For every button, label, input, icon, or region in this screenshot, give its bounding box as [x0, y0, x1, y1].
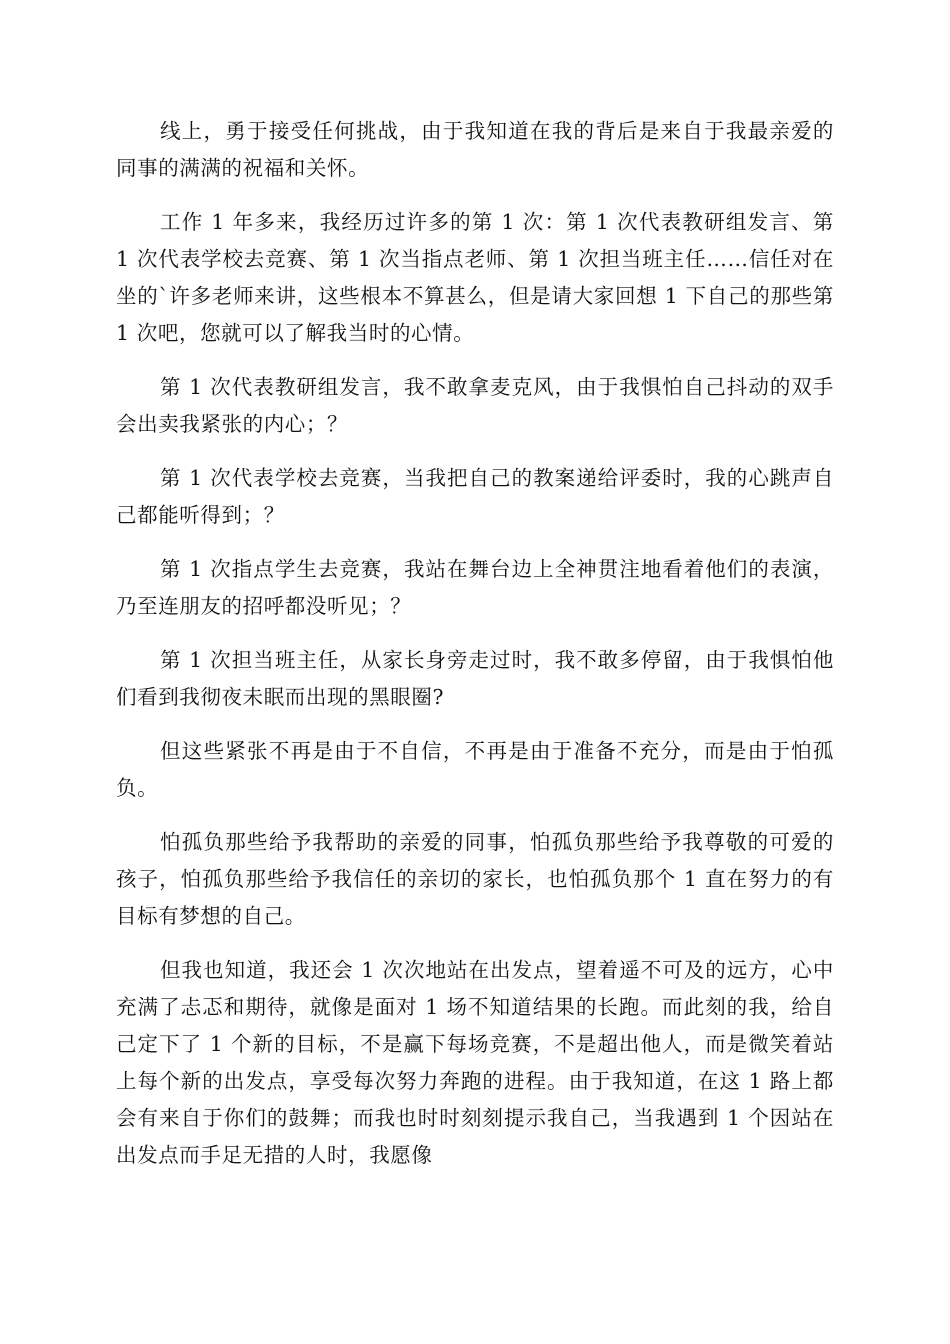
- paragraph-6: 第 1 次担当班主任，从家长身旁走过时，我不敢多停留，由于我惧怕他们看到我彻夜未眠而出现的黑眼圈?: [116, 648, 834, 709]
- paragraph-9: 但我也知道，我还会 1 次次地站在出发点，望着遥不可及的远方，心中充满了忐忑和期待，就像是面对 1 场不知道结果的长跑。而此刻的我，给自己定下了 1 个新的目标，不是赢下每场竞赛，不是超出他人，而是微笑着站上每个新的出发点，享受每次努力奔跑的进程。由于我知道，在这 1 路上都会有来自于你们的鼓舞；而我也时时刻刻提示我自己，当我遇到 1 个因站在出发点而手足无措的人时，我愿像: [116, 958, 834, 1167]
- document-body: [116, 113, 834, 1191]
- paragraph-7: 但这些紧张不再是由于不自信，不再是由于准备不充分，而是由于怕孤负。: [116, 739, 834, 800]
- paragraph-2: 工作 1 年多来，我经历过许多的第 1 次：第 1 次代表教研组发言、第 1 次代表学校去竞赛、第 1 次当指点老师、第 1 次担当班主任……信任对在坐的`许多老师来讲，这些根本不算甚么，但是请大家回想 1 下自己的那些第 1 次吧，您就可以了解我当时的心情。: [116, 210, 834, 345]
- paragraph-1: 线上，勇于接受任何挑战，由于我知道在我的背后是来自于我最亲爱的同事的满满的祝福和关怀。: [116, 119, 834, 180]
- paragraph-5: 第 1 次指点学生去竞赛，我站在舞台边上全神贯注地看着他们的表演，乃至连朋友的招呼都没听见；？: [116, 557, 834, 618]
- paragraph-8: 怕孤负那些给予我帮助的亲爱的同事，怕孤负那些给予我尊敬的可爱的孩子，怕孤负那些给予我信任的亲切的家长，也怕孤负那个 1 直在努力的有目标有梦想的自己。: [116, 830, 834, 928]
- paragraph-3: 第 1 次代表教研组发言，我不敢拿麦克风，由于我惧怕自己抖动的双手会出卖我紧张的内心；？: [116, 375, 834, 436]
- paragraph-4: 第 1 次代表学校去竞赛，当我把自己的教案递给评委时，我的心跳声自己都能听得到；？: [116, 466, 834, 527]
